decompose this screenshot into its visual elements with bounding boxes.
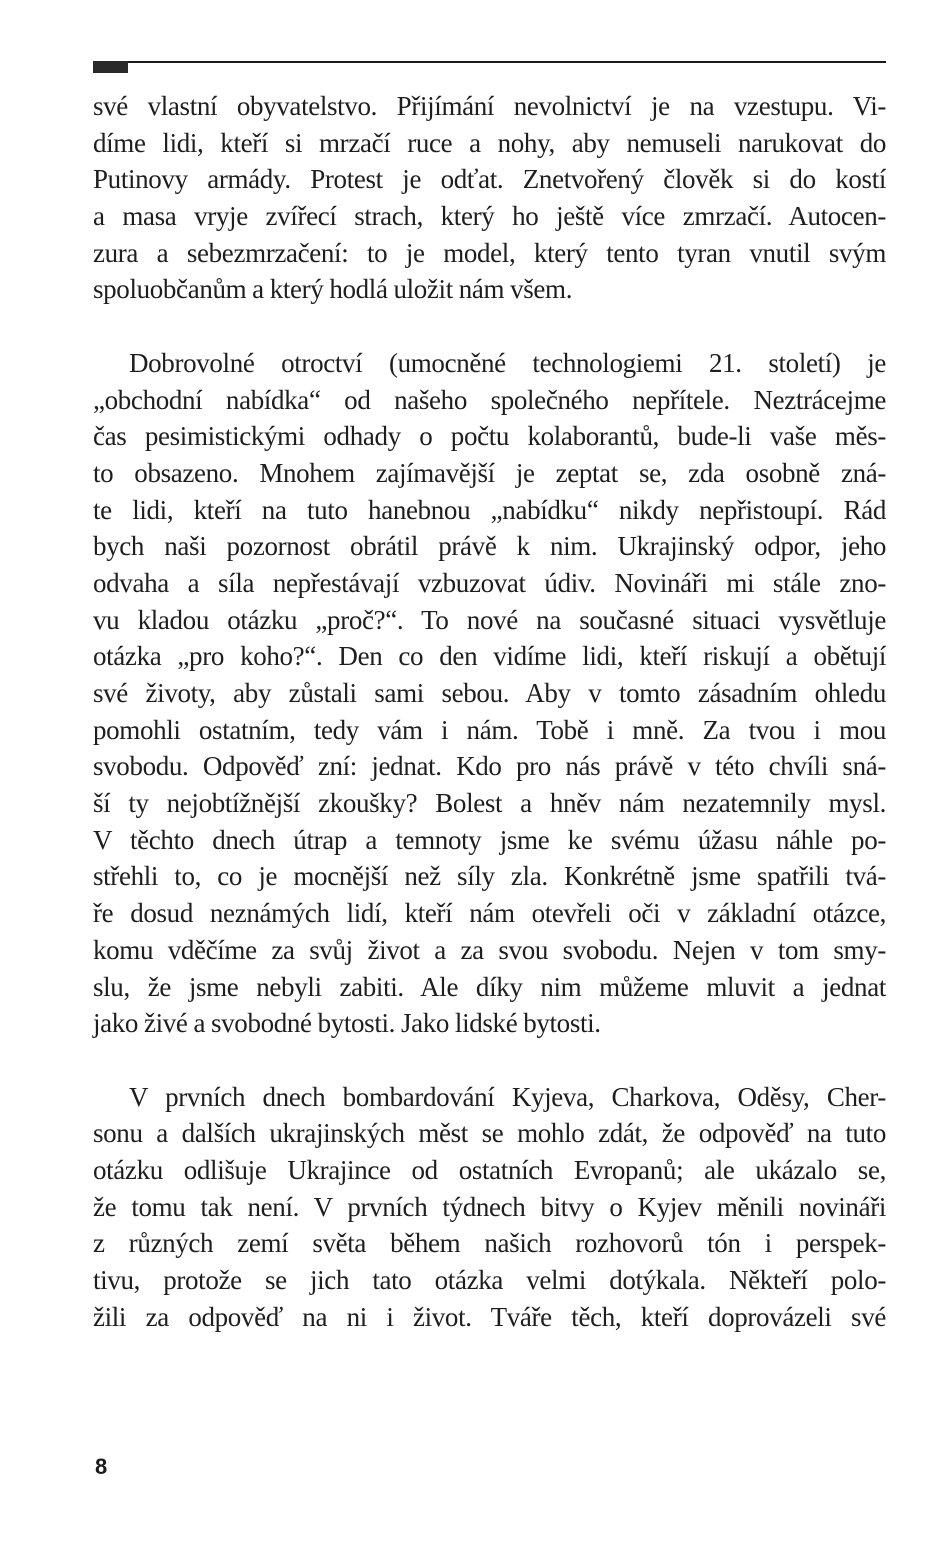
text-line: V prvních dnech bombardování Kyjeva, Charkova, Oděsy, Cher-	[129, 1081, 886, 1112]
header-block-marker	[93, 61, 128, 73]
header-rule	[93, 61, 886, 63]
page-body	[93, 88, 886, 1335]
text-line: díme lidi, kteří si mrzačí ruce a nohy, aby nemuseli narukovat do	[93, 127, 886, 158]
paragraph-gap	[93, 1042, 886, 1079]
page-number: 8	[95, 1454, 108, 1479]
text-line: „obchodní nabídka“ od našeho společného nepřítele. Neztrácejme	[93, 384, 886, 415]
text-line: spoluobčanům a který hodlá uložit nám všem.	[93, 274, 573, 305]
text-line: te lidi, kteří na tuto hanebnou „nabídku“ nikdy nepřistoupí. Rád	[93, 494, 886, 525]
text-line: střehli to, co je mocnější než síly zla. Konkrétně jsme spatřili tvá-	[93, 861, 886, 892]
text-line: otázku odlišuje Ukrajince od ostatních Evropanů; ale ukázalo se,	[93, 1154, 886, 1185]
text-line: že tomu tak není. V prvních týdnech bitvy o Kyjev měnili novináři	[93, 1191, 886, 1222]
text-line: slu, že jsme nebyli zabiti. Ale díky nim můžeme mluvit a jednat	[93, 971, 886, 1002]
text-line: zura a sebezmrzačení: to je model, který tento tyran vnutil svým	[93, 237, 886, 268]
text-line: vu kladou otázku „proč?“. To nové na současné situaci vysvětluje	[93, 604, 886, 635]
paragraph-3	[93, 1079, 886, 1336]
text-line: tivu, protože se jich tato otázka velmi dotýkala. Někteří polo-	[93, 1265, 886, 1295]
text-line: pomohli ostatním, tedy vám i nám. Tobě i mně. Za tvou i mou	[93, 714, 886, 745]
text-line: svobodu. Odpověď zní: jednat. Kdo pro nás právě v této chvíli sná-	[93, 751, 886, 782]
text-line: bych naši pozornost obrátil právě k nim. Ukrajinský odpor, jeho	[93, 531, 886, 562]
text-line: žili za odpověď na ni i život. Tváře těch, kteří doprovázeli své	[93, 1301, 886, 1332]
text-line: ře dosud neznámých lidí, kteří nám otevřeli oči v základní otázce,	[93, 898, 886, 929]
text-line: čas pesimistickými odhady o počtu kolaborantů, bude-li vaše měs-	[93, 421, 886, 452]
text-line: odvaha a síla nepřestávají vzbuzovat údiv. Novináři mi stále zno-	[93, 567, 886, 598]
text-line: své vlastní obyvatelstvo. Přijímání nevolnictví je na vzestupu. Vi-	[93, 91, 886, 121]
text-line: Putinovy armády. Protest je odťat. Znetvořený člověk si do kostí	[93, 164, 886, 195]
text-line: ší ty nejobtížnější zkoušky? Bolest a hněv nám nezatemnily mysl.	[93, 788, 886, 819]
text-line: sonu a dalších ukrajinských měst se mohlo zdát, že odpověď na tuto	[93, 1118, 886, 1149]
text-line: komu vděčíme za svůj život a za svou svobodu. Nejen v tom smy-	[93, 934, 886, 965]
text-line: jako živé a svobodné bytosti. Jako lidské bytosti.	[93, 1008, 601, 1039]
text-line: a masa vryje zvířecí strach, který ho ještě více zmrzačí. Autocen-	[93, 201, 886, 232]
text-line: z různých zemí světa během našich rozhovorů tón i perspek-	[93, 1228, 886, 1259]
text-line: V těchto dnech útrap a temnoty jsme ke svému úžasu náhle po-	[93, 824, 886, 855]
paragraph-2	[93, 345, 886, 1042]
text-line: otázka „pro koho?“. Den co den vidíme lidi, kteří riskují a obětují	[93, 641, 886, 672]
paragraph-gap	[93, 308, 886, 345]
text-line: Dobrovolné otroctví (umocněné technologiemi 21. století) je	[129, 347, 886, 378]
paragraph-1	[93, 88, 886, 308]
text-line: své životy, aby zůstali sami sebou. Aby v tomto zásadním ohledu	[93, 678, 886, 708]
text-line: to obsazeno. Mnohem zajímavější je zeptat se, zda osobně zná-	[93, 457, 886, 488]
